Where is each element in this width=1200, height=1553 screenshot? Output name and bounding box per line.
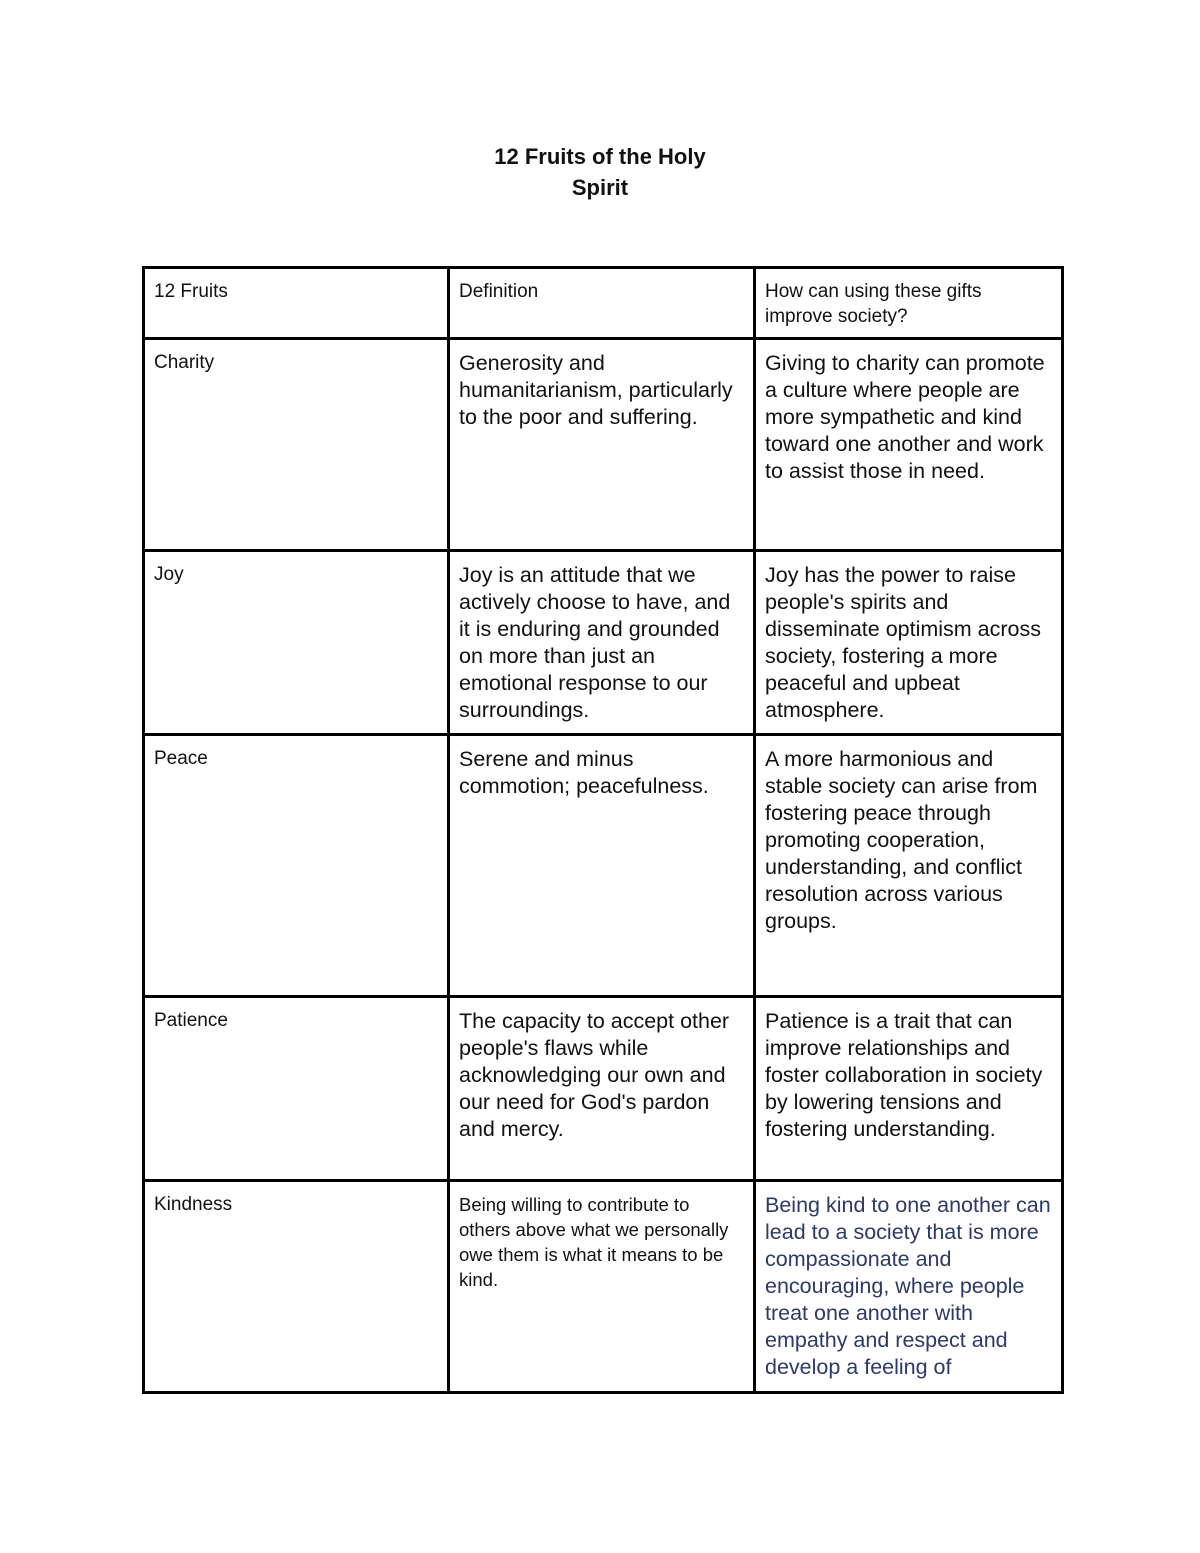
fruit-name: Peace (144, 735, 449, 997)
fruits-table (142, 266, 1064, 1394)
header-definition: Definition (449, 268, 755, 339)
table-header-row (144, 268, 1063, 339)
header-fruits: 12 Fruits (144, 268, 449, 339)
title-line-1: 12 Fruits of the Holy (494, 144, 706, 169)
fruit-name: Patience (144, 997, 449, 1181)
fruit-definition: Serene and minus commotion; peacefulness. (449, 735, 755, 997)
fruit-impact: Giving to charity can promote a culture where people are more sympathetic and kind toward one another and work to assist those in need. (755, 339, 1063, 551)
fruit-name: Kindness (144, 1181, 449, 1393)
header-society: How can using these gifts improve society? (755, 268, 1063, 339)
fruit-name: Charity (144, 339, 449, 551)
fruit-impact: Joy has the power to raise people's spirits and disseminate optimism across society, fostering a more peaceful and upbeat atmosphere. (755, 551, 1063, 735)
table-row (144, 997, 1063, 1181)
fruit-definition: Joy is an attitude that we actively choose to have, and it is enduring and grounded on more than just an emotional response to our surroundings. (449, 551, 755, 735)
fruit-impact: Being kind to one another can lead to a society that is more compassionate and encouraging, where people treat one another with empathy and respect and develop a feeling of (755, 1181, 1063, 1393)
table-row (144, 735, 1063, 997)
page-title (0, 141, 1200, 203)
fruit-impact: A more harmonious and stable society can arise from fostering peace through promoting cooperation, understanding, and conflict resolution across various groups. (755, 735, 1063, 997)
table-row (144, 339, 1063, 551)
table-row (144, 551, 1063, 735)
fruit-name: Joy (144, 551, 449, 735)
fruit-definition: Being willing to contribute to others above what we personally owe them is what it means to be kind. (449, 1181, 755, 1393)
fruit-definition: The capacity to accept other people's flaws while acknowledging our own and our need for God's pardon and mercy. (449, 997, 755, 1181)
table-row (144, 1181, 1063, 1393)
fruit-definition: Generosity and humanitarianism, particularly to the poor and suffering. (449, 339, 755, 551)
title-line-2: Spirit (571, 175, 629, 200)
fruit-impact: Patience is a trait that can improve relationships and foster collaboration in society by lowering tensions and fostering understanding. (755, 997, 1063, 1181)
